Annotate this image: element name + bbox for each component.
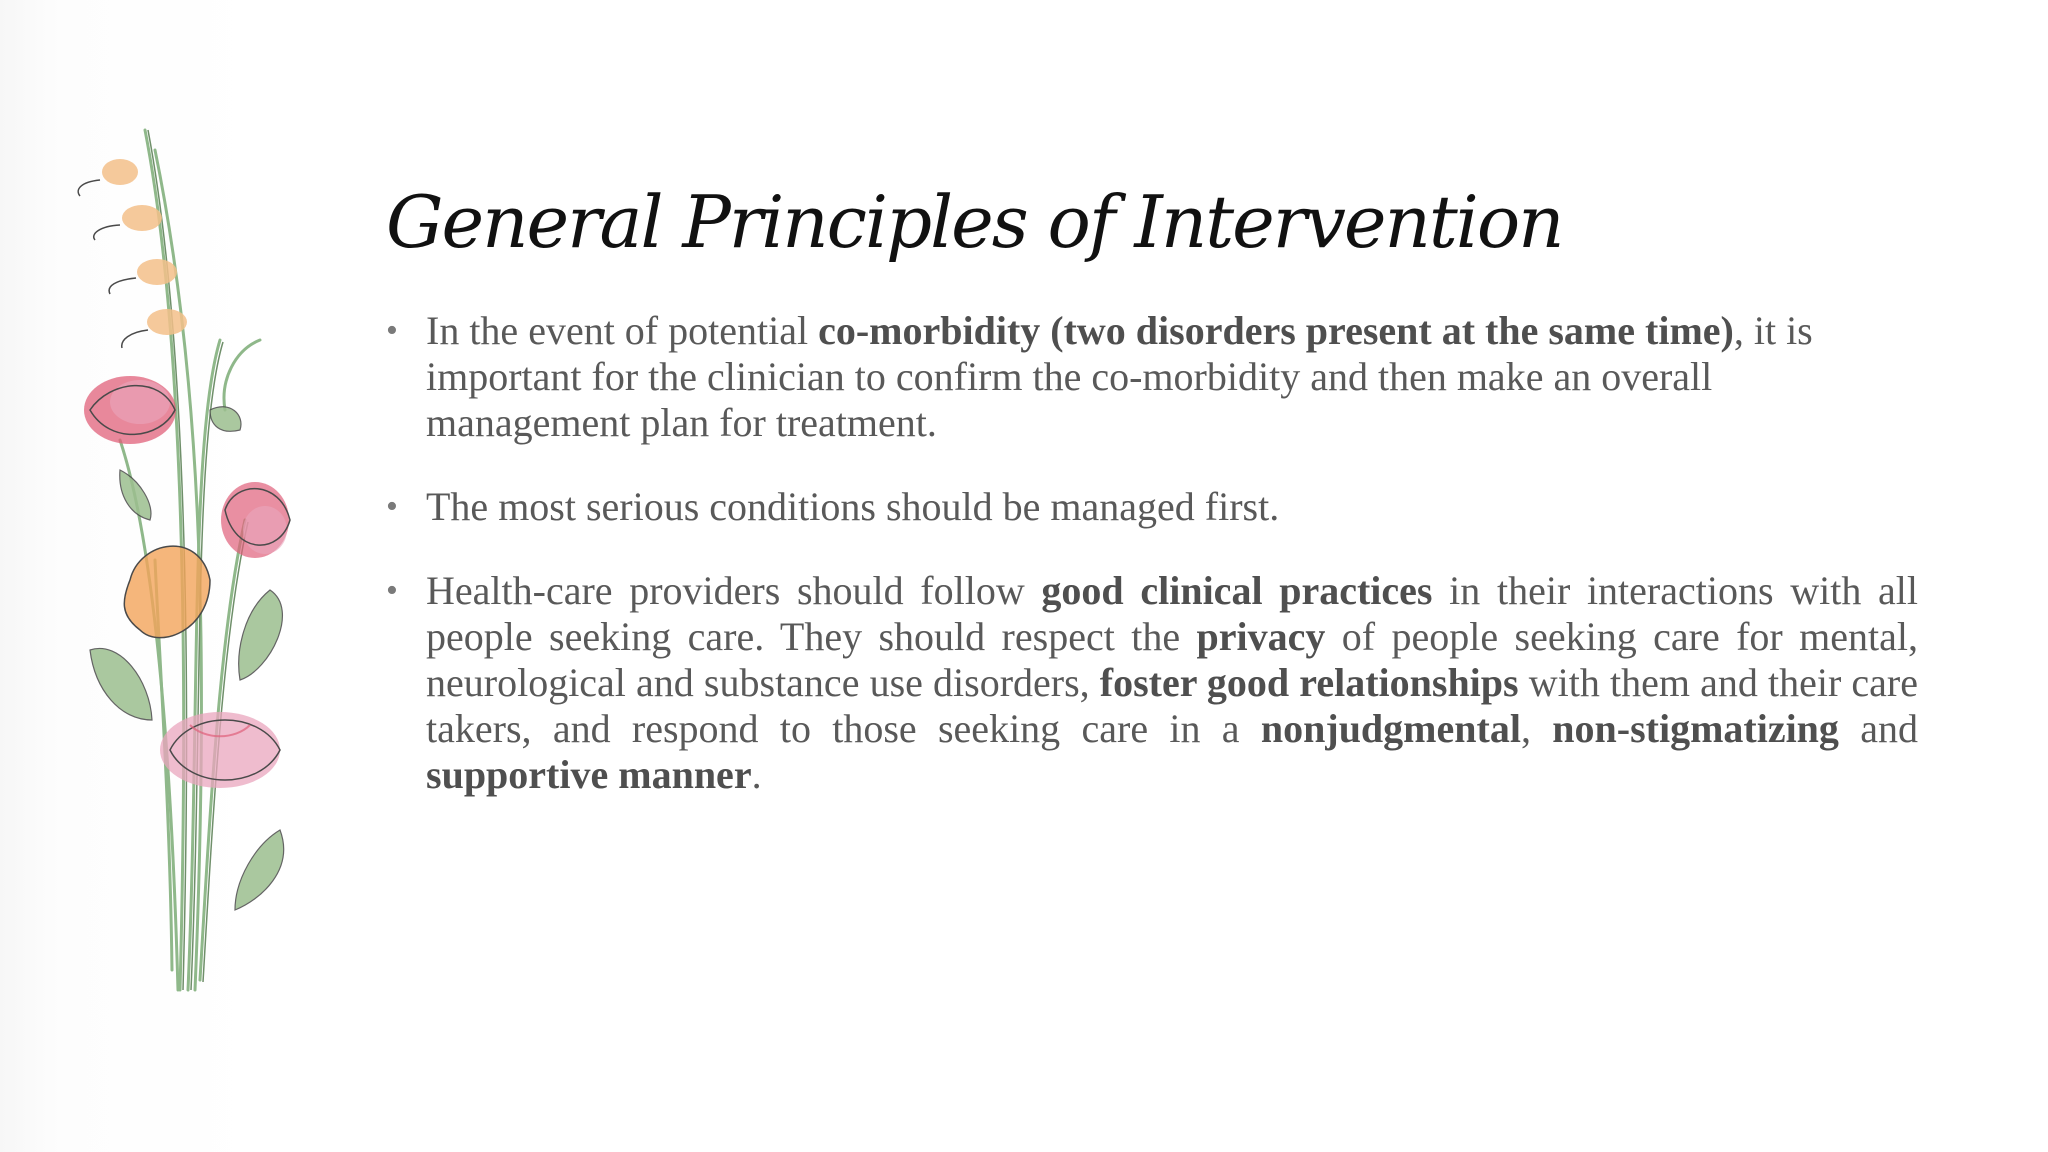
pink-lily-bottom (160, 712, 280, 788)
bell-flowers (78, 159, 187, 348)
bullet-1-text-1: In the event of potential (426, 308, 819, 353)
pink-poppy-top (84, 376, 176, 444)
bullet-3-text-4: with them and their care takers, and respond to those seeking care in a (426, 660, 1918, 751)
bullet-2-text-1: The most serious conditions should be managed first. (426, 484, 1280, 529)
bullet-item-1 (386, 308, 1918, 446)
bullet-3-text-2: in their interactions with all people seeking care. They should respect the (426, 568, 1918, 659)
bullet-3-text-6: and (1838, 706, 1918, 751)
bullet-3-bold-non-stigmatizing: non-stigmatizing (1552, 706, 1839, 751)
bullet-marker: • (386, 572, 398, 609)
bullet-3-bold-foster-good-relationships: foster good relationships (1099, 660, 1519, 705)
pink-flower-right (221, 482, 290, 558)
bullet-marker: • (386, 312, 398, 349)
bullet-marker: • (386, 488, 398, 525)
watercolor-flower-bouquet-icon (60, 110, 330, 1030)
bullet-3-text-5: , (1520, 706, 1553, 751)
bullet-3-text-3: of people seeking care for mental, neurological and substance use disorders, (426, 614, 1918, 705)
bullet-3-text-1: Health-care providers should follow (426, 568, 1042, 613)
bullet-3-bold-nonjudgmental: nonjudgmental (1260, 706, 1521, 751)
bullet-3-bold-good-clinical-practices: good clinical practices (1041, 568, 1433, 613)
bullet-1-text-2: , it is important for the clinician to confirm the co-morbidity and then make an overall management plan for treatment. (426, 308, 1813, 445)
bullet-1-bold-comorbidity: co-morbidity (two disorders present at the same time) (818, 308, 1734, 353)
bullet-item-2 (386, 484, 1918, 530)
bullet-3-bold-privacy: privacy (1196, 614, 1326, 659)
slide-title: General Principles of Intervention (386, 180, 1563, 264)
bullet-list (386, 308, 1918, 836)
bullet-3-bold-supportive-manner: supportive manner (426, 752, 752, 797)
bullet-3-text-7: . (751, 752, 762, 797)
bullet-item-3 (386, 568, 1918, 798)
